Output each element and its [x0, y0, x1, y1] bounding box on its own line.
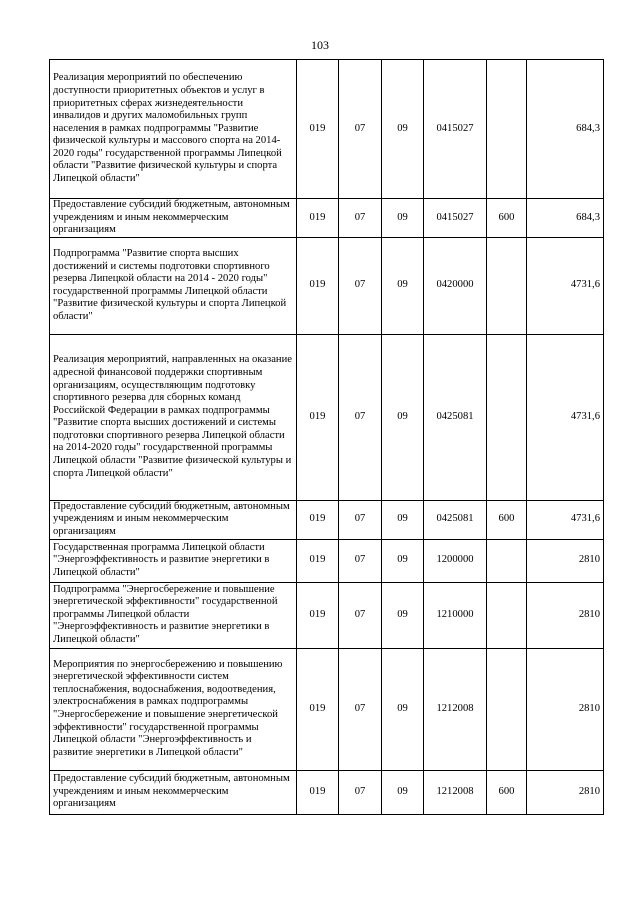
- amount-cell: 684,3: [527, 199, 604, 238]
- amount-cell: 2810: [527, 770, 604, 814]
- row-name-cell: Предоставление субсидий бюджетным, автономным учреждениям и иным некоммерческим организациям: [50, 199, 297, 238]
- target-code-cell: 1200000: [424, 539, 487, 582]
- target-code-cell: 0415027: [424, 199, 487, 238]
- section-code-cell: 07: [339, 334, 382, 500]
- subsection-code-cell: 09: [382, 648, 424, 770]
- table-row: [50, 237, 604, 334]
- amount-cell: 4731,6: [527, 500, 604, 539]
- budget-table: [49, 59, 604, 815]
- admin-code-cell: 019: [297, 334, 339, 500]
- expense-type-cell: 600: [487, 770, 527, 814]
- row-name-cell: Реализация мероприятий по обеспечению доступности приоритетных объектов и услуг в приоритетных сферах жизнедеятельности инвалидов и других маломобильных групп населения в рамках подпрограммы "Развитие физической культуры и массового спорта на 2014-2020 годы" государственной программы Липецкой области "Развитие физической культуры и спорта Липецкой области": [50, 60, 297, 199]
- admin-code-cell: 019: [297, 237, 339, 334]
- amount-cell: 684,3: [527, 60, 604, 199]
- target-code-cell: 1210000: [424, 582, 487, 648]
- target-code-cell: 0425081: [424, 334, 487, 500]
- section-code-cell: 07: [339, 582, 382, 648]
- expense-type-cell: [487, 60, 527, 199]
- row-name-cell: Реализация мероприятий, направленных на оказание адресной финансовой поддержки спортивным организациям, осуществляющим подготовку спортивного резерва для сборных команд Российской Федерации в рамках подпрограммы "Развитие спорта высших достижений и системы подготовки спортивного резерва Липецкой области на 2014-2020 годы" государственной программы Липецкой области "Развитие физической культуры и спорта Липецкой области": [50, 334, 297, 500]
- subsection-code-cell: 09: [382, 60, 424, 199]
- page-number: 103: [311, 38, 329, 52]
- target-code-cell: 1212008: [424, 648, 487, 770]
- expense-type-cell: [487, 237, 527, 334]
- row-name-cell: Мероприятия по энергосбережению и повышению энергетической эффективности систем теплоснабжения, водоснабжения, водоотведения, электроснабжения в рамках подпрограммы "Энергосбережение и повышение энергетической эффективности" государственной программы Липецкой области "Энергоэффективность и развитие энергетики в Липецкой области": [50, 648, 297, 770]
- subsection-code-cell: 09: [382, 770, 424, 814]
- admin-code-cell: 019: [297, 770, 339, 814]
- target-code-cell: 0420000: [424, 237, 487, 334]
- expense-type-cell: 600: [487, 500, 527, 539]
- row-name-cell: Предоставление субсидий бюджетным, автономным учреждениям и иным некоммерческим организациям: [50, 500, 297, 539]
- subsection-code-cell: 09: [382, 334, 424, 500]
- row-name-cell: Предоставление субсидий бюджетным, автономным учреждениям и иным некоммерческим организациям: [50, 770, 297, 814]
- amount-cell: 2810: [527, 539, 604, 582]
- expense-type-cell: [487, 334, 527, 500]
- table-row: [50, 199, 604, 238]
- section-code-cell: 07: [339, 237, 382, 334]
- admin-code-cell: 019: [297, 582, 339, 648]
- section-code-cell: 07: [339, 770, 382, 814]
- admin-code-cell: 019: [297, 648, 339, 770]
- table-row: [50, 648, 604, 770]
- expense-type-cell: [487, 582, 527, 648]
- section-code-cell: 07: [339, 500, 382, 539]
- row-name-cell: Подпрограмма "Энергосбережение и повышение энергетической эффективности" государственной программы Липецкой области "Энергоэффективность и развитие энергетики в Липецкой области": [50, 582, 297, 648]
- target-code-cell: 0425081: [424, 500, 487, 539]
- amount-cell: 4731,6: [527, 237, 604, 334]
- budget-table-body: [50, 60, 604, 815]
- section-code-cell: 07: [339, 539, 382, 582]
- amount-cell: 2810: [527, 648, 604, 770]
- table-row: [50, 500, 604, 539]
- admin-code-cell: 019: [297, 199, 339, 238]
- target-code-cell: 1212008: [424, 770, 487, 814]
- subsection-code-cell: 09: [382, 199, 424, 238]
- expense-type-cell: [487, 539, 527, 582]
- subsection-code-cell: 09: [382, 237, 424, 334]
- subsection-code-cell: 09: [382, 500, 424, 539]
- section-code-cell: 07: [339, 60, 382, 199]
- table-row: [50, 770, 604, 814]
- subsection-code-cell: 09: [382, 582, 424, 648]
- admin-code-cell: 019: [297, 60, 339, 199]
- table-row: [50, 60, 604, 199]
- subsection-code-cell: 09: [382, 539, 424, 582]
- amount-cell: 4731,6: [527, 334, 604, 500]
- section-code-cell: 07: [339, 648, 382, 770]
- section-code-cell: 07: [339, 199, 382, 238]
- table-row: [50, 582, 604, 648]
- amount-cell: 2810: [527, 582, 604, 648]
- table-row: [50, 539, 604, 582]
- admin-code-cell: 019: [297, 500, 339, 539]
- table-row: [50, 334, 604, 500]
- admin-code-cell: 019: [297, 539, 339, 582]
- row-name-cell: Подпрограмма "Развитие спорта высших достижений и системы подготовки спортивного резерва Липецкой области на 2014 - 2020 годы" государственной программы Липецкой области "Развитие физической культуры и спорта Липецкой области": [50, 237, 297, 334]
- expense-type-cell: [487, 648, 527, 770]
- row-name-cell: Государственная программа Липецкой области "Энергоэффективность и развитие энергетики в Липецкой области": [50, 539, 297, 582]
- expense-type-cell: 600: [487, 199, 527, 238]
- target-code-cell: 0415027: [424, 60, 487, 199]
